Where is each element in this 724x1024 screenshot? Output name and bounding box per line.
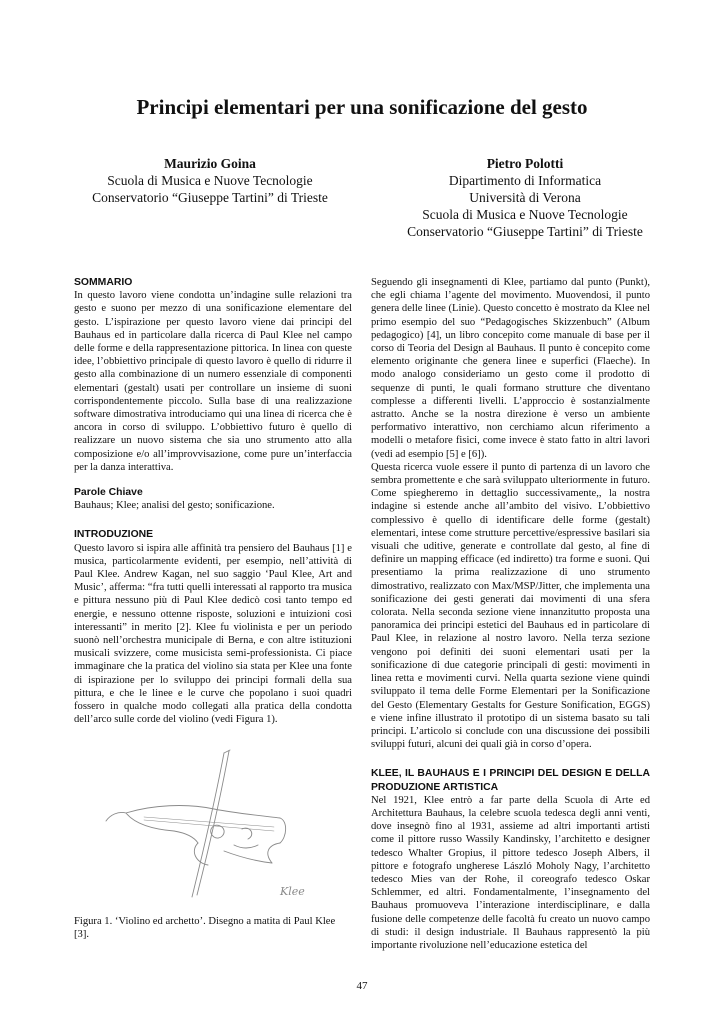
- violin-sketch-image: [74, 745, 352, 915]
- keywords-text: Bauhaus; Klee; analisi del gesto; sonificazione.: [74, 500, 275, 512]
- section-heading-klee-bauhaus: KLEE, IL BAUHAUS E I PRINCIPI DEL DESIGN E DELLA PRODUZIONE ARTISTICA: [371, 768, 650, 793]
- page-number: 47: [356, 980, 368, 992]
- body-paragraph: Nel 1921, Klee entrò a far parte della Scuola di Arte ed Architettura Bauhaus, la celebre scuola tedesca degli anni venti, dove insegnò fino al 1931, assieme ad altri importanti artisti come il pittore russo Wassily Kandinsky, l’architetto e designer tedesco Whalter Gropius, il pittore tedesco Joseph Albers, il pittore e fotografo ungherese László Moholy Nagy, l’architetto tedesco Mies van der Rohe, il coreografo tedesco Oskar Schlemmer, ed altri. Fondamentalmente, l’insegnamento del Bauhaus promuoveva l’interazione interdisciplinare, e dalla fusione delle competenze delle facoltà fu creato un nuovo campo di studi: il design industriale. Il Bauhaus rappresentò la più importante rivoluzione nell’educazione estetica del: [371, 794, 650, 951]
- introduzione-heading: INTRODUZIONE: [74, 529, 154, 541]
- author-affiliation-line: Dipartimento di Informatica: [448, 173, 602, 188]
- keywords-heading: Parole Chiave: [74, 487, 143, 499]
- figure-caption: Figura 1. ‘Violino ed archetto’. Disegno a matita di Paul Klee [3].: [74, 915, 336, 940]
- sommario-text: In questo lavoro viene condotta un’indagine sulle relazioni tra gesto e suono per mezzo di una sonificazione elementare del gesto. L’ispirazione per questo lavoro viene dai principi del Bauhaus ed in particolare dalla ricerca di Paul Klee nel campo delle forme e della rappresentazione pittorica. In linea con queste idee, l’obbiettivo principale di questo lavoro è quello di ridurre il gesto alla combinazione di un numero essenziale di componenti elementari (gestalt) usati per controllare un insieme di suoni corrispondentemente piccolo. Sulla base di una realizzazione software dimostrativa introduciamo qui una linea di ricerca che è ancora in corso di sviluppo. L’obbiettivo futuro è quello di realizzare un nuovo sistema che sia uno strumento atto alla composizione e/o all’improvvisazione, come pure un’interfaccia per la danza interattiva.: [74, 290, 352, 473]
- klee-signature: Klee: [280, 884, 305, 898]
- author-affiliation-line: Conservatorio “Giuseppe Tartini” di Trieste: [92, 190, 328, 205]
- right-column: [371, 276, 650, 952]
- author-affiliation-line: Università di Verona: [469, 190, 581, 205]
- author-affiliation-line: Conservatorio “Giuseppe Tartini” di Trieste: [407, 224, 643, 239]
- sommario-heading: SOMMARIO: [74, 277, 133, 288]
- author-name: Pietro Polotti: [486, 156, 564, 171]
- author-affiliation-line: Scuola di Musica e Nuove Tecnologie: [422, 207, 628, 222]
- introduzione-text: Questo lavoro si ispira alle affinità tra pensiero del Bauhaus [1] e musica, particolarmente evidenti, per esempio, nell’attività di Paul Klee. Andrew Kagan, nel suo saggio ‘Paul Klee, Art and Music’, afferma: “fra tutti quelli interessati al rapporto tra musica e pittura nessuno più di Paul Klee dedicò così tanto tempo ed energie, e nessuno ottenne risposte, soluzioni e intuizioni così interessanti” in merito [2]. Klee fu violinista e per un periodo suonò nell’orchestra municipale di Berna, e con altre istituzioni musicali svizzere, come musicista semi-professionista. Ci piace immaginare che la pratica del violino sia stata per Klee una fonte di ispirazione per lo sviluppo dei principi formali della sua pittura, e che le linee e le curve che popolano i suoi quadri fossero in qualche modo collegati alla pratica della condotta dell’arco sulle corde del violino (vedi Figura 1).: [74, 542, 352, 726]
- paper-title: Principi elementari per una sonificazione del gesto: [136, 95, 588, 119]
- body-paragraph: Seguendo gli insegnamenti di Klee, partiamo dal punto (Punkt), che egli chiama l’agente del movimento. Muovendosi, il punto genera delle linee (Linie). Questo concetto è mostrato da Klee nel primo esempio del suo “Pedagogisches Skizzenbuch” (Album pedagogico) [4], un libro concepito come manuale di base per il corso di Teoria del Design al Bauhaus. Il punto è concepito come elemento originante che genera linee e superfici (Flaeche). In modo analogo consideriamo un gesto come il prodotto di sequenze di punti, le quali formano strutture che diventano complesse a differenti livelli. L’approccio è sostanzialmente astratto. Anche se la nostra direzione è verso un ambiente performativo interattivo, non cerchiamo alcun riferimento a modelli o metafore fisici, come invece è stato fatto in altri lavori (vedi ad esempio [5] e [6]).: [371, 277, 650, 460]
- author-block-polotti: [370, 155, 680, 240]
- author-block-goina: [60, 155, 360, 206]
- figure-violin-drawing: [74, 745, 352, 915]
- author-name: Maurizio Goina: [164, 156, 256, 171]
- body-paragraph: Questa ricerca vuole essere il punto di partenza di un lavoro che sembra promettente e che sarà sviluppato ulteriormente in futuro. Come spiegheremo in dettaglio successivamente,, la nostra indagine si estende anche all’ambito del visivo. L’obbiettivo complessivo è quello di identificare delle forme (gestalt) elementari, intese come strutture percettive/espressive basilari sia visuali che uditive, generate e controllate dal gesto, al fine di definire un mapping efficace (ed indiretto) tra forme e suoni. Qui presentiamo la prima realizzazione di uno strumento dimostrativo, realizzato con Max/MSP/Jitter, che implementa una sonificazione dei gesti generati dai movimenti di una sfera colorata. Nella seconda sezione viene innanzitutto proposta una panoramica dei principi estetici del Bauhaus ed in particolare di Paul Klee, in relazione al nostro lavoro. Nella terza sezione vengono poi definiti dei suoni elementari usati per la sonificazione di due categorie principali di gesti: movimenti in linea retta e movimenti curvi. Nella quarta sezione viene quindi sviluppato il tema delle Forme Elementari per la Sonificazione del Gesto (Elementary Gestalts for Gesture Sonification, EGGS) e viene infine illustrato il prototipo di un sistema basato su tali principi. L’articolo si conclude con una discussione dei possibili sviluppi futuri, alcuni dei quali già in corso d’opera.: [371, 461, 650, 751]
- author-affiliation-line: Scuola di Musica e Nuove Tecnologie: [107, 173, 313, 188]
- left-column: [74, 276, 352, 941]
